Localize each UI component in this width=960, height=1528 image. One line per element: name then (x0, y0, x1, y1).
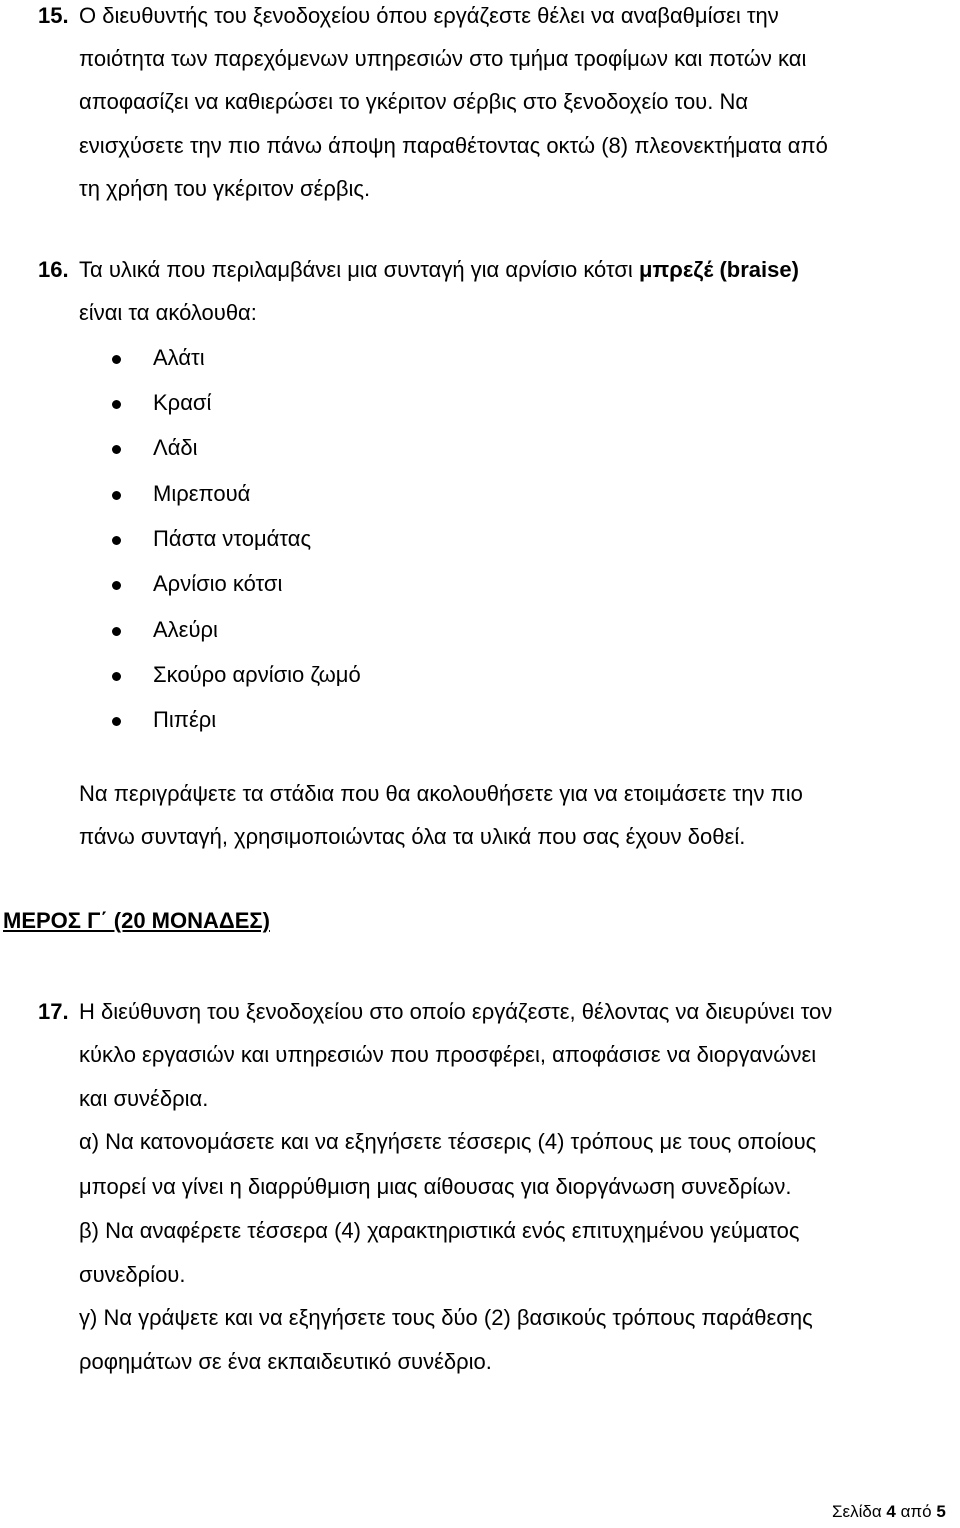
question-subpart-b: β) Να αναφέρετε τέσσερα (4) χαρακτηριστικά ενός επιτυχημένου γεύματος (79, 1218, 800, 1243)
section-heading: ΜΕΡΟΣ Γ΄ (20 ΜΟΝΑΔΕΣ) (3, 908, 270, 933)
ingredient-label: Αρνίσιο κότσι (153, 571, 283, 596)
bullet-icon (112, 536, 121, 545)
question-text-line: ποιότητα των παρεχόμενων υπηρεσιών στο τμήμα τροφίμων και ποτών και (79, 46, 807, 71)
question-text-line: ροφημάτων σε ένα εκπαιδευτικό συνέδριο. (79, 1349, 492, 1374)
question-number: 16. (38, 257, 69, 282)
bullet-icon (112, 717, 121, 726)
footer-of: από (900, 1502, 932, 1521)
question-text-line: είναι τα ακόλουθα: (79, 300, 257, 325)
question-subpart-c: γ) Να γράψετε και να εξηγήσετε τους δύο (2) βασικούς τρόπους παράθεσης (79, 1305, 813, 1330)
bullet-icon (112, 355, 121, 364)
ingredient-label: Αλεύρι (153, 617, 218, 642)
question-number: 15. (38, 3, 69, 28)
bullet-icon (112, 491, 121, 500)
bullet-icon (112, 627, 121, 636)
question-intro-text: Τα υλικά που περιλαμβάνει μια συνταγή για αρνίσιο κότσι (79, 257, 639, 282)
bullet-icon (112, 445, 121, 454)
footer-label: Σελίδα (832, 1502, 882, 1521)
question-text-line: πάνω συνταγή, χρησιμοποιώντας όλα τα υλικά που σας έχουν δοθεί. (79, 824, 746, 849)
bullet-icon (112, 672, 121, 681)
ingredient-label: Σκούρο αρνίσιο ζωμό (153, 662, 361, 687)
question-text-line (79, 257, 799, 283)
question-text-line: τη χρήση του γκέριτον σέρβις. (79, 176, 371, 201)
question-text-line: μπορεί να γίνει η διαρρύθμιση μιας αίθουσας για διοργάνωση συνεδρίων. (79, 1174, 792, 1199)
question-text-line: ενισχύσετε την πιο πάνω άποψη παραθέτοντας οκτώ (8) πλεονεκτήματα από (79, 133, 828, 158)
question-text-line: Ο διευθυντής του ξενοδοχείου όπου εργάζεστε θέλει να αναβαθμίσει την (79, 3, 779, 28)
bullet-icon (112, 581, 121, 590)
question-text-line: Η διεύθυνση του ξενοδοχείου στο οποίο εργάζεστε, θέλοντας να διευρύνει τον (79, 999, 833, 1024)
ingredient-label: Πάστα ντομάτας (153, 526, 312, 551)
current-page-number: 4 (886, 1502, 896, 1521)
question-bold-term: μπρεζέ (braise) (638, 257, 799, 282)
ingredient-label: Αλάτι (153, 345, 205, 370)
total-pages-number: 5 (936, 1502, 946, 1521)
bullet-icon (112, 400, 121, 409)
question-text-line: Να περιγράψετε τα στάδια που θα ακολουθήσετε για να ετοιμάσετε την πιο (79, 781, 803, 806)
question-text-line: αποφασίζει να καθιερώσει το γκέριτον σέρβις στο ξενοδοχείο του. Να (79, 89, 749, 114)
question-number: 17. (38, 999, 69, 1024)
ingredient-label: Μιρεπουά (153, 481, 251, 506)
ingredient-label: Λάδι (153, 435, 198, 460)
question-text-line: και συνέδρια. (79, 1086, 209, 1111)
page-number-footer (832, 1502, 946, 1522)
ingredient-label: Κρασί (153, 390, 212, 415)
question-text-line: συνεδρίου. (79, 1262, 186, 1287)
question-text-line: κύκλο εργασιών και υπηρεσιών που προσφέρει, αποφάσισε να διοργανώνει (79, 1042, 817, 1067)
question-subpart-a: α) Να κατονομάσετε και να εξηγήσετε τέσσερις (4) τρόπους με τους οποίους (79, 1129, 817, 1154)
ingredient-label: Πιπέρι (153, 707, 217, 732)
